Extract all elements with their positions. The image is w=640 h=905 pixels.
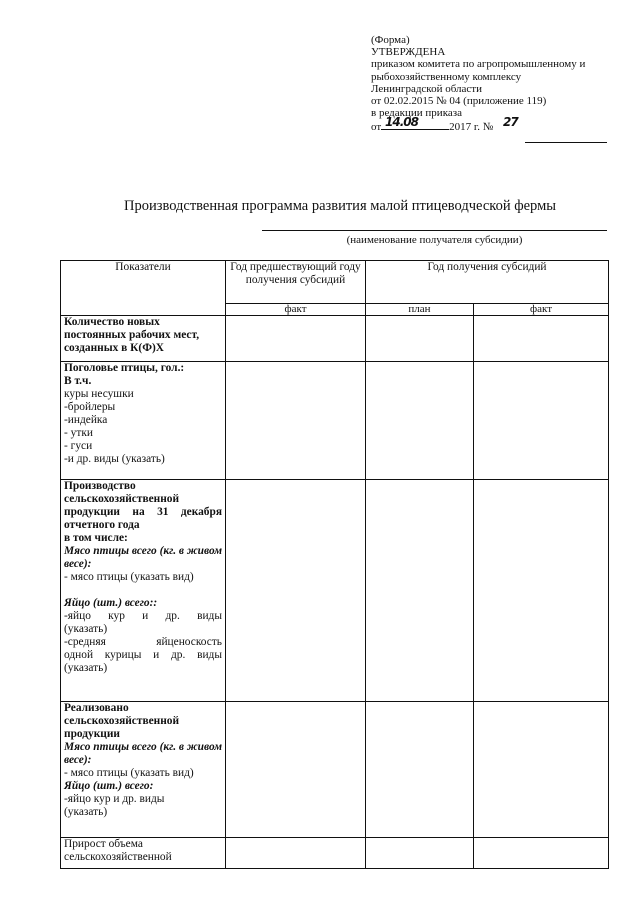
table-row xyxy=(61,480,609,702)
order-date-line xyxy=(371,115,621,134)
subheader-plan: план xyxy=(366,304,474,316)
cell-growth-prev-fact[interactable] xyxy=(226,838,366,869)
livestock-item: -бройлеры xyxy=(64,401,116,413)
recipient-name-line xyxy=(262,230,607,231)
livestock-title: Поголовье птицы, гол.: xyxy=(64,362,185,374)
production-eggs-item-1: -яйцо кур и др. виды xyxy=(64,610,222,622)
order-number-underline xyxy=(525,142,607,143)
sold-title: Реализовано сельскохозяйственной продукции xyxy=(64,702,180,740)
cell-growth-fact[interactable] xyxy=(474,838,609,869)
production-eggs-item-2b: одной курицы и др. виды xyxy=(64,649,222,661)
cell-production-fact[interactable] xyxy=(474,480,609,702)
from-prefix: от xyxy=(371,121,382,134)
approval-line-1: приказом комитета по агропромышленному и xyxy=(371,58,586,71)
table-row xyxy=(61,702,609,838)
growth-line-1: Прирост объема xyxy=(64,838,143,850)
approval-block xyxy=(371,34,621,134)
row-livestock-label xyxy=(61,362,226,480)
recipient-caption: (наименование получателя субсидии) xyxy=(346,234,523,246)
production-eggs-item-2c: (указать) xyxy=(64,662,108,674)
row-sold-label xyxy=(61,702,226,838)
header-subsidy-year: Год получения субсидий xyxy=(366,261,609,304)
production-program-table xyxy=(60,260,609,869)
table-row xyxy=(61,838,609,869)
row-jobs-label xyxy=(61,316,226,362)
cell-growth-plan[interactable] xyxy=(366,838,474,869)
cell-livestock-prev-fact[interactable] xyxy=(226,362,366,480)
cell-jobs-fact[interactable] xyxy=(474,316,609,362)
approval-line-4: от 02.02.2015 № 04 (приложение 119) xyxy=(371,95,547,108)
livestock-incl: В т.ч. xyxy=(64,375,92,387)
livestock-item: -и др. виды (указать) xyxy=(64,453,165,465)
approval-line-5: в редакции приказа xyxy=(371,107,462,120)
sold-meat-total: Мясо птицы всего (кг. в живом весе): xyxy=(64,741,223,766)
cell-jobs-prev-fact[interactable] xyxy=(226,316,366,362)
header-row xyxy=(61,261,609,304)
cell-sold-prev-fact[interactable] xyxy=(226,702,366,838)
cell-jobs-plan[interactable] xyxy=(366,316,474,362)
cell-production-prev-fact[interactable] xyxy=(226,480,366,702)
approved-label: УТВЕРЖДЕНА xyxy=(371,46,446,59)
livestock-item: - утки xyxy=(64,427,93,439)
header-prev-year: Год предшествующий году получения субсидий xyxy=(226,261,366,304)
production-incl: в том числе: xyxy=(64,532,128,544)
subheader-fact-2: факт xyxy=(474,304,609,316)
approval-line-3: Ленинградской области xyxy=(371,82,482,95)
production-meat-total: Мясо птицы всего (кг. в живом весе): xyxy=(64,545,223,570)
livestock-item: - гуси xyxy=(64,440,93,452)
row-production-label xyxy=(61,480,226,702)
growth-line-2: сельскохозяйственной xyxy=(64,851,172,863)
row-growth-label xyxy=(61,838,226,869)
production-eggs-item-1b: (указать) xyxy=(64,623,108,635)
sold-eggs-total: Яйцо (шт.) всего: xyxy=(64,780,154,792)
production-eggs-item-2: -средняя яйценоскость xyxy=(64,636,222,648)
handwritten-number: 27 xyxy=(503,115,518,130)
approval-line-2: рыбохозяйственному комплексу xyxy=(371,70,522,83)
table-row xyxy=(61,362,609,480)
form-label: (Форма) xyxy=(371,34,410,46)
cell-production-plan[interactable] xyxy=(366,480,474,702)
sold-eggs-item-b: (указать) xyxy=(64,806,108,818)
cell-sold-fact[interactable] xyxy=(474,702,609,838)
livestock-item: -индейка xyxy=(64,414,108,426)
production-title: Производство сельскохозяйственной продукции на 31 декабря отчетного года xyxy=(64,480,222,531)
cell-livestock-fact[interactable] xyxy=(474,362,609,480)
cell-livestock-plan[interactable] xyxy=(366,362,474,480)
document-title: Производственная программа развития малой птицеводческой фермы xyxy=(123,198,557,214)
production-eggs-total: Яйцо (шт.) всего:: xyxy=(64,597,158,609)
handwritten-date: 14.08 xyxy=(385,115,418,130)
cell-sold-plan[interactable] xyxy=(366,702,474,838)
table-row xyxy=(61,316,609,362)
year-text: 2017 г. № xyxy=(449,121,494,134)
subheader-fact: факт xyxy=(226,304,366,316)
header-indicators: Показатели xyxy=(61,261,226,316)
blank-line xyxy=(64,584,222,597)
sold-meat-item: - мясо птицы (указать вид) xyxy=(64,767,194,779)
jobs-title: Количество новых постоянных рабочих мест, созданных в К(Ф)Х xyxy=(64,316,200,354)
sold-eggs-item: -яйцо кур и др. виды xyxy=(64,793,165,805)
production-meat-item: - мясо птицы (указать вид) xyxy=(64,571,194,583)
livestock-item: куры несушки xyxy=(64,388,134,400)
